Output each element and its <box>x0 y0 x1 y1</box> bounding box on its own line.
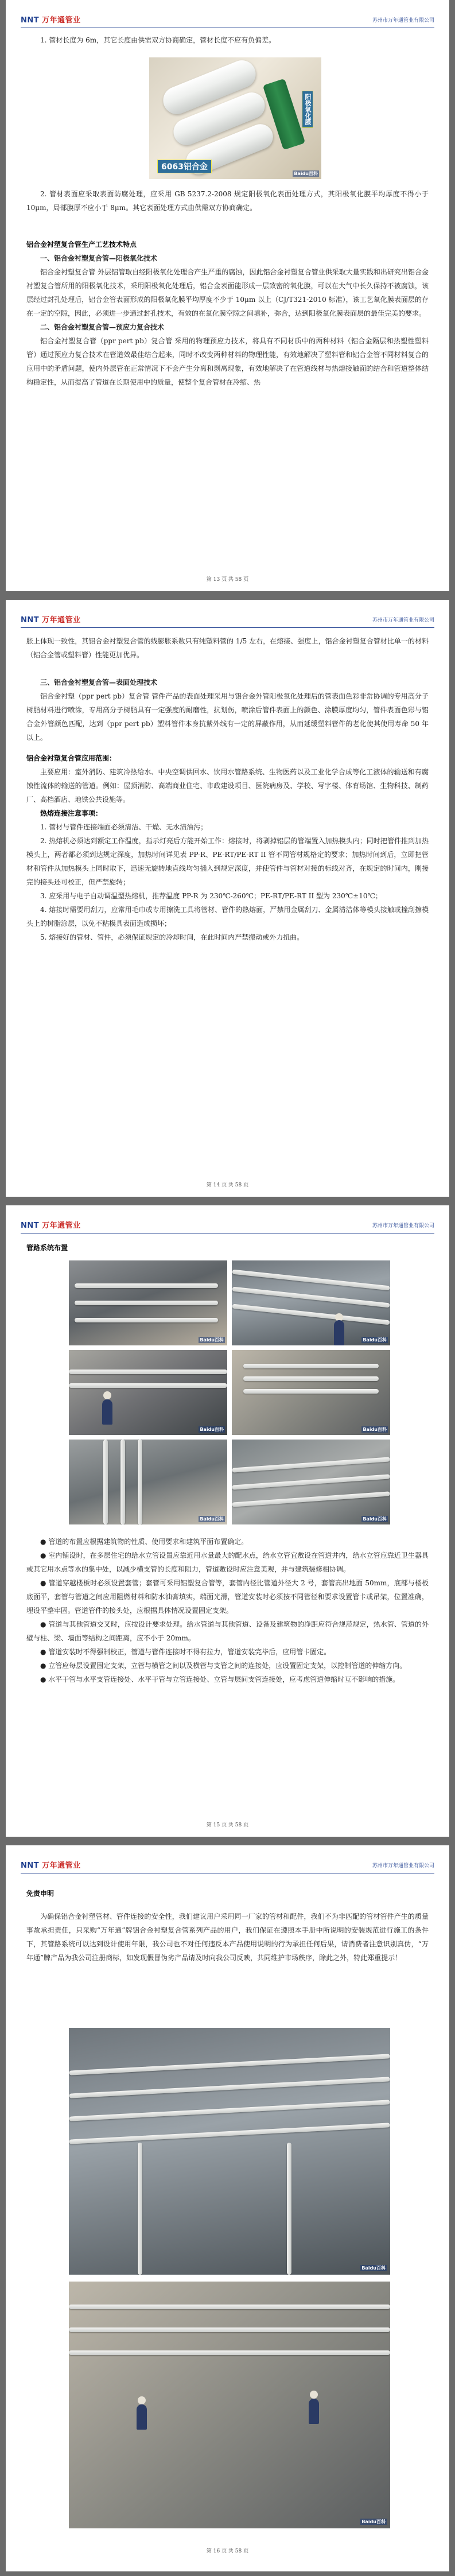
pipe-rod <box>232 1270 390 1291</box>
pipe-rod <box>69 2100 390 2121</box>
pipe-rod <box>232 1474 390 1489</box>
pipe-rod <box>287 2143 291 2275</box>
bullet-item: ● 立管应每层设置固定支架，立管与横管之间以及横管与支管之间的连接处，应设置固定支架，以控制管道的伸缩方向。 <box>40 1662 407 1670</box>
product-photo <box>149 57 321 179</box>
layout-guidelines <box>26 1535 429 1686</box>
company-logo: NNT 万年通管业 <box>21 1861 81 1870</box>
page-header <box>21 612 434 628</box>
installation-photo <box>69 2282 390 2528</box>
section-title: 铝合金衬塑复合管应用范围： <box>26 754 116 762</box>
installation-photo <box>69 1350 227 1435</box>
page-header <box>21 1858 434 1873</box>
installation-photo <box>232 1350 390 1435</box>
section-heading-wrap <box>26 1241 429 1255</box>
paragraph: 为确保铝合金衬塑管材、管件连接的安全性，我们建议用户采用同一厂家的管材和配件，我们不为非匹配的管材管件产生的质量事故承担责任，只采购“万年通”牌铝合金衬塑复合管系列产品的用户，我们保证在遵照本手册中所说明的安装规范进行施工的条件下，其管路系统可以达到设计使用年限，我公司也不对任何违反本产品使用说明的行为承担任何后果，请消费者注意识别真伪，“万年通”牌产品为我公司注册商标，如发现假冒伪劣产品请及时向我公司反映，共同维护市场秩序，除此之外，特此郑重提示！ <box>26 1912 429 1962</box>
pipe-rod <box>232 1287 390 1308</box>
pipe-rod <box>103 1440 108 1524</box>
pipe-rod <box>69 2350 390 2355</box>
section-title: 管路系统布置 <box>26 1244 68 1252</box>
spec-text <box>26 187 429 215</box>
page-14 <box>6 600 449 1197</box>
pipe-rod <box>69 2077 390 2098</box>
pipe-rod <box>232 1304 390 1325</box>
pipe-rod <box>69 1383 227 1388</box>
spec-line-2: 2. 管材表面应采取表面防腐处理，应采用 GB 5237.2-2008 规定阳极氧化表面处理方式，其阳极氧化膜平均厚度不得小于 10μm，局部膜厚不应小于 8μm。其它表面处理方式由供需双方协商确定。 <box>26 190 429 212</box>
pipe-rod <box>69 2305 390 2309</box>
installation-photo <box>232 1260 390 1345</box>
installation-photo <box>69 2028 390 2275</box>
pipe-rod <box>69 2327 390 2332</box>
note-item: 5. 熔接好的管材、管件，必须保证规定的冷却时间，在此时间内严禁搬动或外力扭曲。 <box>40 933 304 941</box>
company-logo: NNT 万年通管业 <box>21 1221 81 1230</box>
section-title: 铝合金衬塑复合管生产工艺技术特点 <box>26 240 137 249</box>
company-name: 苏州市万年通管业有限公司 <box>372 1863 434 1869</box>
company-name: 苏州市万年通管业有限公司 <box>372 1223 434 1229</box>
photo-label-alloy: 6063铝合金 <box>157 160 212 173</box>
page-15 <box>6 1205 449 1837</box>
page-number: 第 14 页 共 58 页 <box>206 1182 249 1188</box>
bullet-item: ● 管道与其他管道交叉时，应按设计要求处理。给水管道与其他管道、设备及建筑物的净距应符合规范规定，热水管、管道的外壁与柱、梁、墙面等结构之间距离，应不小于 20mm。 <box>26 1620 429 1642</box>
pipe-rod <box>243 1376 379 1381</box>
pipe-rod <box>232 1491 390 1507</box>
watermark: Baidu百科 <box>200 1427 224 1432</box>
pipe-rod <box>243 1364 379 1368</box>
pipe-rod <box>232 1457 390 1472</box>
company-name: 苏州市万年通管业有限公司 <box>372 18 434 24</box>
note-item: 3. 应采用与电子自动调温型热熔机，推荐温度 PP-R 为 230℃-260℃；PE-RT/PE-RT II 型为 230℃±10℃； <box>40 892 382 900</box>
note-item: 2. 热熔机必须达到额定工作温度，指示灯亮后方能开始工作：熔接时，将剥掉铝层的管端置入加热模头内；同时把管件推到加热模头上，两者都必须到达规定深度，加热时间详见表 PP-R、PE-RT/PE-RT II 管不同管材规格定的要求；加热时间到后，立即把管材和管件从加热模头上同时取下，迅速无旋转地直线均匀插入到规定深度，并使管件与管材对接的标线对齐，在规定的时间内，刚接完的接头还可校正，但严禁旋转； <box>26 837 429 886</box>
bullet-item: ● 水平干管与水平支管连接处、水平干管与立管连接处、立管与层间支管连接处，应考虑管道伸缩时互不影响的措施。 <box>40 1675 400 1683</box>
subsection-title: 热熔连接注意事项： <box>40 809 103 817</box>
note-item: 4. 熔接时需要用刮刀，应常用毛巾或专用擦洗工具将管材、管件的热熔面，严禁用金属刮刀、金属清洁体等模头接触或撞刮擦模头上的树脂涂层，以免不粘模具表面造成损坏； <box>26 906 429 928</box>
disclaimer-section <box>26 1887 429 1965</box>
photo-label-oxide: 阳极氧化膜 <box>302 91 313 128</box>
intro-text <box>26 33 429 47</box>
pipe-rod <box>243 1389 379 1394</box>
pipe-rod <box>138 2143 142 2275</box>
pipe-rod <box>75 1318 218 1322</box>
installation-photo <box>69 1260 227 1345</box>
worker-figure <box>334 1320 344 1345</box>
subsection-title: 二、铝合金衬塑复合管—预应力复合技术 <box>40 323 165 331</box>
subsection-title: 三、铝合金衬塑复合管—表面处理技术 <box>40 678 158 686</box>
worker-figure <box>309 2399 319 2424</box>
page-14-body <box>26 634 429 944</box>
watermark: Baidu百科 <box>200 1516 224 1522</box>
pipe-rod <box>120 1440 125 1524</box>
pipe-rod <box>69 1370 227 1374</box>
paragraph: 铝合金衬塑复合管（ppr pert pb）复合管 采用的物理预应力技术，将具有不同材质中的两种材料（铝合金隔层和热塑性塑料管）通过预应力复合技术在管道效最佳结合起来，同时不改变两种材料的物理性能，有效地解决了塑料管和铝合金管不同材料复合的应用中的矛盾问题，使内外层管在正常情况下不会产生分离和剥离现象，有效地解决了在管道线材与热熔接触面的结合和管道整体结构稳定性，从而提高了管道在长期使用中的质量，使整个复合管材在冷缩、热 <box>26 337 429 386</box>
company-name: 苏州市万年通管业有限公司 <box>372 618 434 623</box>
page-header <box>21 13 434 28</box>
pipe-rod <box>138 1440 142 1524</box>
page-13 <box>6 0 449 591</box>
worker-head <box>103 1391 111 1399</box>
worker-figure <box>102 1399 112 1425</box>
bullet-item: ● 管道的布置应根据建筑物的性质、使用要求和建筑平面布置确定。 <box>40 1538 248 1546</box>
watermark: Baidu百科 <box>363 1427 387 1432</box>
worker-head <box>310 2391 318 2399</box>
paragraph: 胀上体现一致性，其铝合金衬塑复合管的线膨胀系数只有纯塑料管的 1/5 左右，在熔接、强度上，铝合金衬塑复合管材比单一的材料（铝合金管或塑料管）性能更加优异。 <box>26 637 429 659</box>
paragraph: 铝合金衬塑复合管 外层铝管取自经阳极氧化处理合产生严重的腐蚀，因此铝合金衬塑复合管业供采取大量实践和出研究出铝合金衬塑复合管所用的阳极氧化技术，采用阳极氧化处理后，铝合金表面能形成一层致密的氧化膜，可以在大气中长久保持不被腐蚀，该层经过封孔处理后，铝合金管表面形成的阳极氧化膜平均厚度不少于 10μm 以上（CJ/T321-2010 标准），该工艺氧化膜表面层的存在一定的空隙，因此，必须进一步通过封孔技术，有效的在氧化膜空隙之间填补，弥合，达到阳极氧化膜表面层的最佳完美的要求。 <box>26 268 429 317</box>
installation-photo <box>69 1440 227 1524</box>
pipe-rod <box>75 1301 218 1305</box>
page-number: 第 15 页 共 58 页 <box>206 1822 249 1828</box>
page-number: 第 16 页 共 58 页 <box>206 2548 249 2554</box>
installation-photo <box>232 1440 390 1524</box>
section-title: 免责申明 <box>26 1890 55 1898</box>
watermark: Baidu百科 <box>361 2265 386 2271</box>
paragraph: 主要应用：室外消防、建筑冷热给水、中央空调供回水、饮用水管路系统、生物医药以及工业化学合成等化工液体的输送和有腐蚀性流体的输送的管道。例如：屋顶消防、高端商业住宅、市政建设项目、医院病房及、学校、写字楼、体育场馆、生物科技、制药厂、高档酒店、地铁公共设施等。 <box>26 768 429 804</box>
worker-head <box>138 2396 146 2404</box>
paragraph: 铝合金衬塑（ppr pert pb）复合管 管件产品的表面处理采用与铝合金外管阳极氧化处理后的管表面色彩非常协调的专用高分子树脂材料进行喷涂，专用高分子树脂具有一定强度的耐磨性，抗划伤，喷涂后管件表面上的颜色、涂膜厚度均匀，管件表面色彩与铝合金外管颜色匹配，达到（ppr pert pb）塑料管件本身抗紫外线有一定的屏蔽作用，从而延缓塑料管件的老化使其使用寿命 50 年以上。 <box>26 692 429 742</box>
pipe-rod <box>75 1283 218 1288</box>
page-number: 第 13 页 共 58 页 <box>206 577 249 583</box>
watermark: Baidu百科 <box>294 171 318 176</box>
page-16 <box>6 1845 449 2571</box>
pipe-rod <box>69 2123 390 2144</box>
pipe-rod <box>69 2054 390 2075</box>
bullet-item: ● 室内铺设时，在多层住宅的给水立管设置应靠近用水量最大的配水点，给水立管宜敷设在管道井内，给水立管应靠近卫生器具或其它用水点等水的集中处，以减少横支管的长度和阻力，管道敷设时应注意美观，并与建筑装修相协调。 <box>26 1551 429 1573</box>
company-logo: NNT 万年通管业 <box>21 16 81 25</box>
company-logo: NNT 万年通管业 <box>21 616 81 624</box>
note-item: 1. 管材与管件连接端面必须清洁、干燥、无水渍油污； <box>40 823 208 831</box>
section-craft <box>26 238 429 389</box>
watermark: Baidu百科 <box>363 1516 387 1522</box>
watermark: Baidu百科 <box>200 1337 224 1343</box>
bullet-item: ● 管道穿越楼板时必须设置套管；套管可采用铝塑复合管等，套管内径比管道外径大 2 号，套管高出地面 50mm，底部与楼板底面平，套管与管道之间应用阻燃材料和防水油膏填实，端面光滑，管道安装时必须按不同管径和要求设置管卡或吊架，位置准确，埋设平整牢固。管道管件的接头处，应根据具体情况设置固定支架。 <box>26 1579 429 1615</box>
page-header <box>21 1218 434 1233</box>
watermark: Baidu百科 <box>363 1337 387 1343</box>
subsection-title: 一、铝合金衬塑复合管—阳极氧化技术 <box>40 254 158 262</box>
bullet-item: ● 管道安装时不得强制校正，管道与管件连接时不得有拉力，管道安装完毕后，应用管卡固定。 <box>40 1648 331 1656</box>
worker-figure <box>137 2404 147 2430</box>
spec-line-1: 1. 管材长度为 6m，其它长度由供需双方协商确定，管材长度不应有负偏差。 <box>40 36 276 44</box>
watermark: Baidu百科 <box>361 2519 386 2524</box>
